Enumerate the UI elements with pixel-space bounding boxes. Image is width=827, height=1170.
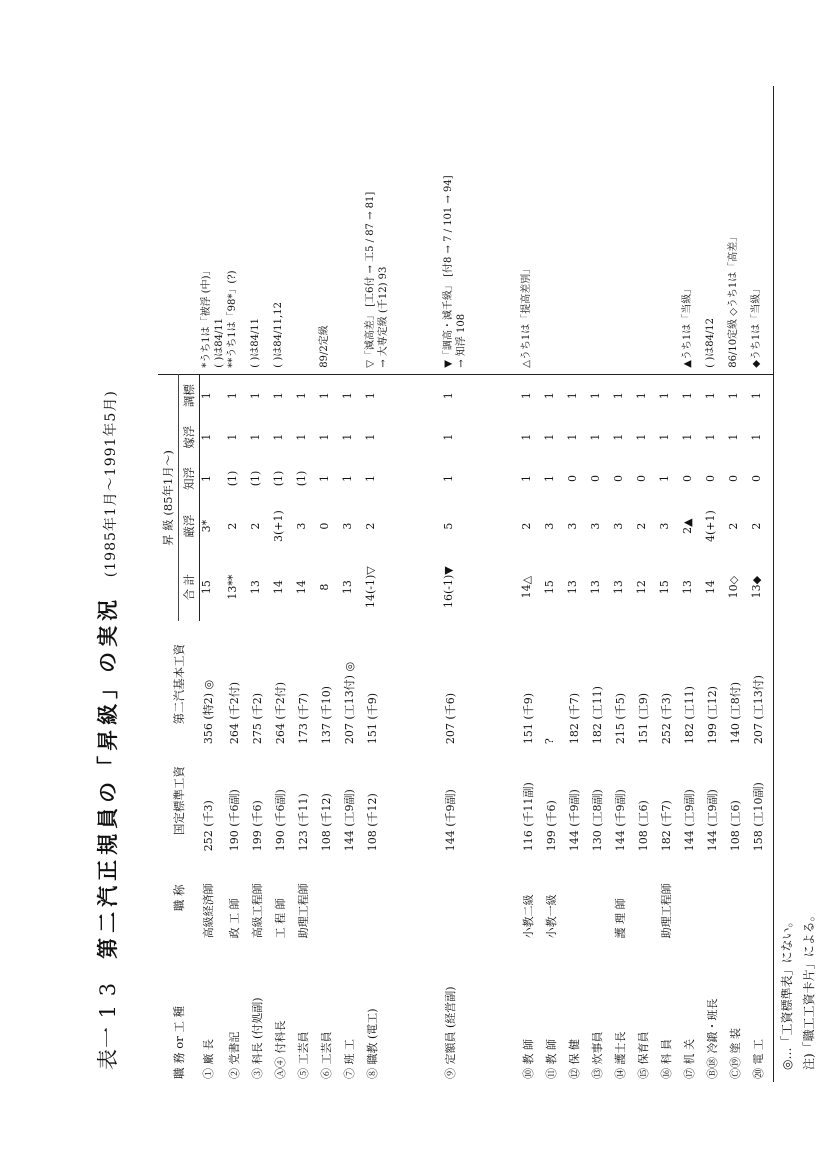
cell-c: 1 xyxy=(225,433,239,441)
footnote-1: ◎…「工資標準表」にない。 xyxy=(780,915,794,1070)
cell-basic-wage: 144 (千9副) xyxy=(613,789,627,852)
cell-d: 1 xyxy=(565,392,579,400)
cell-b: 0 xyxy=(703,474,717,482)
cell-total: 14 xyxy=(294,580,308,595)
cell-total: 13 xyxy=(340,580,354,595)
cell-note xyxy=(295,86,318,374)
cell-d: 1 xyxy=(519,392,533,400)
col-group-promotion: 昇 級 (85年1月〜) xyxy=(158,374,179,621)
table-row xyxy=(589,86,612,1082)
cell-total: 15 xyxy=(657,580,671,595)
cell-occupation: ⑥ 工芸員 xyxy=(319,1031,333,1079)
note-line: △うち1は「提高差別」 xyxy=(520,263,532,368)
cell-a: 2 xyxy=(225,522,239,530)
col-a: 厳浮 xyxy=(179,499,200,553)
cell-occupation: ② 党書記 xyxy=(227,1031,241,1079)
cell-position xyxy=(727,854,750,941)
cell-basic-wage: 144 (千9副) xyxy=(443,789,457,852)
note-line: ( )は84/11,12 xyxy=(272,302,284,368)
note-line: *うち1は「被浮 (中)」 xyxy=(200,265,212,368)
cell-d: 1 xyxy=(750,374,774,416)
cell-note xyxy=(658,86,681,374)
cell-basic-wage: 158 (工10副) xyxy=(750,747,774,854)
cell-a: 3 xyxy=(340,522,354,530)
cell-occupation: ⑦ 班 工 xyxy=(342,1039,356,1079)
table-body xyxy=(200,86,774,1082)
cell-total: 14(-1)▽ xyxy=(363,566,377,609)
cell-a: 2 xyxy=(726,522,740,530)
cell-basic-wage: 108 (千12) xyxy=(319,793,333,852)
note-line: ( )は84/11 xyxy=(249,317,261,368)
table-row xyxy=(704,86,727,1082)
cell-note xyxy=(249,86,272,374)
cell-d: 1 xyxy=(726,392,740,400)
table-row xyxy=(612,86,635,1082)
cell-c: 1 xyxy=(680,433,694,441)
table-row xyxy=(750,86,774,1082)
cell-occupation: ③ 科長 (付処副) xyxy=(250,997,264,1079)
cell-note xyxy=(635,86,658,374)
cell-occupation: ⑰ 机 关 xyxy=(682,1039,696,1079)
cell-c: 1 xyxy=(542,433,556,441)
cell-a: 2 xyxy=(519,522,533,530)
note-line: → 知浮 108 xyxy=(455,313,467,368)
cell-c: 1 xyxy=(657,433,671,441)
table-row xyxy=(200,86,226,1082)
cell-occupation: ⑤ 工芸員 xyxy=(296,1031,310,1079)
footnote-2: 注)「職工工資卡片」による。 xyxy=(802,909,816,1070)
table-row xyxy=(658,86,681,1082)
col-basic-wage: 国定標準工資 xyxy=(171,766,186,836)
cell-c: 1 xyxy=(248,433,262,441)
cell-a: 3 xyxy=(294,522,308,530)
cell-note xyxy=(200,86,226,374)
cell-d: 1 xyxy=(680,392,694,400)
cell-position xyxy=(750,854,774,941)
table-row xyxy=(681,86,704,1082)
note-line: ( )は84/12 xyxy=(704,317,716,368)
table-row xyxy=(727,86,750,1082)
col-c: 嫁浮 xyxy=(179,416,200,457)
cell-a: 2▲ xyxy=(680,518,694,534)
table-row xyxy=(442,86,520,1082)
cell-note xyxy=(364,86,442,374)
cell-second-wage: 182 (工11) xyxy=(590,686,604,745)
cell-c: 1 xyxy=(519,433,533,441)
cell-basic-wage: 108 (工6) xyxy=(728,800,742,852)
cell-occupation: Ⓒ⑲ 塗 装 xyxy=(728,1028,742,1079)
note-line: ▼「調高・減千級」 [付8 → 7 / 101 → 94] xyxy=(442,175,454,368)
cell-second-wage: 151 (千9) xyxy=(365,693,379,745)
cell-d: 1 xyxy=(200,392,213,400)
cell-basic-wage: 116 (千11副) xyxy=(521,782,535,852)
cell-d: 1 xyxy=(271,392,285,400)
cell-b: 1 xyxy=(363,474,377,482)
cell-total: 14 xyxy=(271,580,285,595)
cell-position xyxy=(318,854,341,941)
cell-a: 3 xyxy=(611,522,625,530)
cell-total: 14 xyxy=(703,580,717,595)
cell-a: 2 xyxy=(248,522,262,530)
table-row xyxy=(364,86,442,1082)
cell-a: 2 xyxy=(750,499,774,553)
cell-total: 16(-1)▼ xyxy=(441,566,455,609)
cell-note xyxy=(341,86,364,374)
note-line: ▽「減高差」 [工6付 → 工5 / 87 → 81] xyxy=(364,191,376,368)
table-row xyxy=(226,86,249,1082)
cell-c: 1 xyxy=(317,433,331,441)
cell-b: 0 xyxy=(565,474,579,482)
cell-occupation: ⑧ 職教 (電工) xyxy=(365,1008,379,1079)
cell-total: 13◆ xyxy=(750,553,774,621)
cell-occupation: ⑩ 教 師 xyxy=(521,1039,535,1079)
cell-a: 3(+1) xyxy=(271,510,285,543)
cell-a: 4(+1) xyxy=(703,510,717,543)
cell-d: 1 xyxy=(542,392,556,400)
cell-a: 3 xyxy=(588,522,602,530)
table-row xyxy=(249,86,272,1082)
cell-second-wage: 207 (千6) xyxy=(443,693,457,745)
cell-c: 1 xyxy=(294,433,308,441)
cell-occupation: ⑪ 教 師 xyxy=(544,1039,558,1079)
cell-position xyxy=(681,854,704,941)
cell-position xyxy=(704,854,727,941)
cell-a: 3 xyxy=(565,522,579,530)
note-line: ( )は84/11 xyxy=(213,317,225,368)
col-note xyxy=(158,86,200,374)
cell-basic-wage: 123 (千11) xyxy=(296,793,310,852)
cell-second-wage: 215 (千5) xyxy=(613,693,627,745)
cell-position: 工 程 師 xyxy=(273,898,287,939)
cell-c: 1 xyxy=(703,433,717,441)
cell-basic-wage: 190 (千6副) xyxy=(273,789,287,852)
col-b: 知浮 xyxy=(179,458,200,499)
cell-occupation: ⑳ 電 工 xyxy=(750,941,774,1082)
promotion-table xyxy=(158,86,774,1082)
cell-position: 小教二級 xyxy=(521,894,535,939)
cell-occupation: Ⓑ⑱ 冷鍛・班長 xyxy=(705,998,719,1079)
cell-total: 10◇ xyxy=(726,575,740,599)
cell-c: 1 xyxy=(200,433,213,441)
table-row xyxy=(566,86,589,1082)
cell-second-wage: 207 (工13付) xyxy=(750,621,774,747)
cell-basic-wage: 199 (千6) xyxy=(544,800,558,852)
cell-occupation: ⑭ 護士長 xyxy=(613,1031,627,1079)
cell-basic-wage: 144 (千9副) xyxy=(567,789,581,852)
cell-note xyxy=(566,86,589,374)
cell-second-wage: 275 (千2) xyxy=(250,693,264,745)
table-row xyxy=(341,86,364,1082)
cell-b: 0 xyxy=(634,474,648,482)
cell-d: 1 xyxy=(634,392,648,400)
cell-second-wage: 252 (千3) xyxy=(659,693,673,745)
cell-c: 1 xyxy=(588,433,602,441)
cell-second-wage: 137 (千10) xyxy=(319,686,333,745)
cell-second-wage: 264 (千2付) xyxy=(227,682,241,745)
cell-occupation: ⑨ 定額員 (経営副) xyxy=(443,986,457,1079)
table-title xyxy=(92,70,122,1070)
cell-basic-wage: 182 (千7) xyxy=(659,800,673,852)
cell-position: 高級経済師 xyxy=(201,883,215,939)
cell-a: 2 xyxy=(363,522,377,530)
cell-total: 8 xyxy=(317,583,331,591)
cell-b: (1) xyxy=(271,470,285,487)
cell-total: 13 xyxy=(611,580,625,595)
cell-basic-wage: 190 (千6副) xyxy=(227,789,241,852)
cell-second-wage: 182 (工11) xyxy=(682,686,696,745)
cell-second-wage: 151 (工9) xyxy=(636,693,650,745)
cell-second-wage: ? xyxy=(542,738,556,745)
cell-total: 12 xyxy=(634,580,648,595)
cell-total: 14△ xyxy=(519,575,533,599)
cell-total: 13 xyxy=(248,580,262,595)
cell-b: 0 xyxy=(680,474,694,482)
cell-second-wage: 140 (工8付) xyxy=(728,682,742,745)
cell-note xyxy=(750,86,774,374)
cell-c: 1 xyxy=(611,433,625,441)
cell-occupation: ① 廠 長 xyxy=(201,1039,215,1079)
cell-d: 1 xyxy=(611,392,625,400)
col-position: 職 称 xyxy=(171,884,186,912)
cell-total: 15 xyxy=(542,580,556,595)
note-line: ◆うち1は「当級」 xyxy=(750,283,762,368)
cell-note xyxy=(612,86,635,374)
cell-c: 1 xyxy=(750,416,774,457)
cell-note xyxy=(704,86,727,374)
cell-c: 1 xyxy=(363,433,377,441)
cell-position: 護 理 師 xyxy=(613,898,627,939)
cell-d: 1 xyxy=(225,392,239,400)
cell-a: 3 xyxy=(657,522,671,530)
cell-note xyxy=(520,86,543,374)
cell-b: 1 xyxy=(441,474,455,482)
cell-a: 3* xyxy=(200,519,213,533)
cell-second-wage: 264 (千2付) xyxy=(273,682,287,745)
col-occupation: 職 務 or 工 種 xyxy=(171,1005,186,1079)
cell-second-wage: 207 (工13付) ◎ xyxy=(342,661,356,745)
cell-b: 0 xyxy=(611,474,625,482)
cell-position: 助理工程師 xyxy=(296,883,310,939)
cell-a: 2 xyxy=(634,522,648,530)
cell-second-wage: 151 (千9) xyxy=(521,693,535,745)
title-period: (1985年1月〜1991年5月) xyxy=(103,390,119,578)
cell-c: 1 xyxy=(565,433,579,441)
cell-a: 0 xyxy=(317,522,331,530)
cell-basic-wage: 144 (工9副) xyxy=(682,789,696,852)
cell-b: 1 xyxy=(519,474,533,482)
table-row xyxy=(520,86,543,1082)
cell-position xyxy=(442,854,520,941)
col-second-wage: 第二汽基本工資 xyxy=(171,643,186,725)
cell-d: 1 xyxy=(294,392,308,400)
cell-d: 1 xyxy=(317,392,331,400)
cell-d: 1 xyxy=(441,392,455,400)
cell-second-wage: 199 (工12) xyxy=(705,686,719,745)
cell-d: 1 xyxy=(363,392,377,400)
cell-occupation: ⑫ 保 健 xyxy=(567,1039,581,1079)
table-row xyxy=(318,86,341,1082)
cell-note xyxy=(442,86,520,374)
cell-basic-wage: 108 (工6) xyxy=(636,800,650,852)
cell-d: 1 xyxy=(340,392,354,400)
cell-b: (1) xyxy=(248,470,262,487)
cell-note xyxy=(226,86,249,374)
cell-d: 1 xyxy=(248,392,262,400)
cell-b: 1 xyxy=(340,474,354,482)
cell-a: 3 xyxy=(542,522,556,530)
table-row xyxy=(635,86,658,1082)
cell-total: 13** xyxy=(225,574,239,600)
cell-position xyxy=(566,854,589,941)
cell-position: 小教一級 xyxy=(544,894,558,939)
cell-occupation: Ⓐ④ 付科長 xyxy=(273,1020,287,1079)
cell-b: 1 xyxy=(542,474,556,482)
cell-b: 0 xyxy=(726,474,740,482)
cell-b: 0 xyxy=(588,474,602,482)
cell-basic-wage: 252 (千3) xyxy=(201,800,215,852)
title-main: 第二汽正規員の「昇級」の実況 xyxy=(95,594,120,959)
cell-c: 1 xyxy=(726,433,740,441)
table-row xyxy=(295,86,318,1082)
cell-b: (1) xyxy=(225,470,239,487)
cell-occupation: ⑯ 科 員 xyxy=(659,1039,673,1079)
note-line: 89/2定級 xyxy=(318,325,330,368)
cell-a: 5 xyxy=(441,522,455,530)
cell-basic-wage: 130 (工8副) xyxy=(590,789,604,852)
cell-basic-wage: 108 (千12) xyxy=(365,793,379,852)
cell-note xyxy=(681,86,704,374)
note-line: 86/10定級 ◇うち1は「高差」 xyxy=(727,231,739,368)
cell-note xyxy=(318,86,341,374)
cell-c: 1 xyxy=(340,433,354,441)
cell-position xyxy=(589,854,612,941)
cell-b: 1 xyxy=(317,474,331,482)
cell-position xyxy=(635,854,658,941)
cell-basic-wage: 144 (工9副) xyxy=(342,789,356,852)
cell-position: 助理工程師 xyxy=(659,883,673,939)
cell-total: 13 xyxy=(565,580,579,595)
table-row xyxy=(272,86,295,1082)
cell-c: 1 xyxy=(634,433,648,441)
cell-b: 0 xyxy=(750,458,774,499)
cell-position: 政 工 師 xyxy=(227,898,241,939)
note-line: **うち1は「98*」(?) xyxy=(226,270,238,368)
table-row xyxy=(543,86,566,1082)
note-line: ▲うち1は「当級」 xyxy=(681,283,693,368)
cell-b: 1 xyxy=(200,474,213,482)
cell-total: 13 xyxy=(680,580,694,595)
cell-position: 高級工程師 xyxy=(250,883,264,939)
cell-position xyxy=(364,854,442,941)
cell-note xyxy=(272,86,295,374)
col-total: 合 計 xyxy=(179,553,200,621)
cell-note xyxy=(543,86,566,374)
cell-basic-wage: 199 (千6) xyxy=(250,800,264,852)
cell-second-wage: 356 (特2) ◎ xyxy=(201,679,215,745)
cell-d: 1 xyxy=(657,392,671,400)
cell-basic-wage: 144 (工9副) xyxy=(705,789,719,852)
cell-note xyxy=(589,86,612,374)
cell-d: 1 xyxy=(588,392,602,400)
cell-second-wage: 173 (千7) xyxy=(296,693,310,745)
cell-total: 15 xyxy=(200,580,213,595)
cell-b: 1 xyxy=(657,474,671,482)
cell-occupation: ⑬ 炊事員 xyxy=(590,1031,604,1079)
col-d: 調標 xyxy=(179,374,200,416)
cell-b: (1) xyxy=(294,470,308,487)
cell-total: 13 xyxy=(588,580,602,595)
note-line: → 大専定級 (千12) 93 xyxy=(377,266,389,368)
cell-note xyxy=(727,86,750,374)
cell-d: 1 xyxy=(703,392,717,400)
cell-c: 1 xyxy=(441,433,455,441)
cell-second-wage: 182 (千7) xyxy=(567,693,581,745)
title-prefix: 表一 1 3 xyxy=(96,981,120,1070)
cell-c: 1 xyxy=(271,433,285,441)
cell-position xyxy=(341,854,364,941)
cell-occupation: ⑮ 保育員 xyxy=(636,1031,650,1079)
